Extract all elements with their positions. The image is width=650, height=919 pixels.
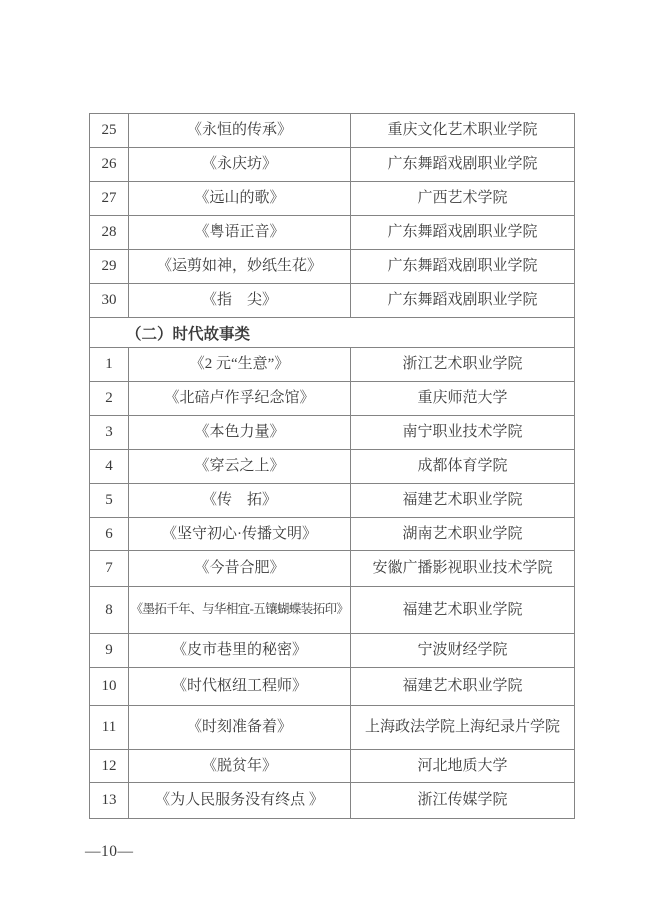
table-row xyxy=(90,483,574,517)
work-title: 《指 尖》 xyxy=(128,284,351,317)
table-row xyxy=(90,249,574,283)
entry-number: 13 xyxy=(101,792,117,809)
entry-number: 11 xyxy=(101,719,117,736)
table-row xyxy=(90,347,574,381)
work-title: 《远山的歌》 xyxy=(128,182,351,215)
table-row xyxy=(90,705,574,749)
work-title: 《时代枢纽工程师》 xyxy=(128,668,351,705)
school-name: 南宁职业技术学院 xyxy=(402,424,523,441)
entry-number: 28 xyxy=(101,224,117,241)
table-row xyxy=(90,181,574,215)
school-name: 重庆师范大学 xyxy=(417,390,508,407)
table-row xyxy=(90,782,574,818)
school-name: 福建艺术职业学院 xyxy=(402,678,523,695)
work-title: 《传 拓》 xyxy=(128,484,351,517)
table-row xyxy=(90,749,574,782)
work-title: 《北碚卢作孚纪念馆》 xyxy=(128,382,351,415)
entry-number: 5 xyxy=(105,492,113,509)
entry-number: 1 xyxy=(105,356,113,373)
entry-number: 30 xyxy=(101,292,117,309)
entry-number: 2 xyxy=(105,390,113,407)
school-name: 广东舞蹈戏剧职业学院 xyxy=(387,224,538,241)
school-name: 浙江艺术职业学院 xyxy=(402,356,523,373)
work-title: 《时刻准备着》 xyxy=(128,706,351,749)
entry-number: 26 xyxy=(101,156,117,173)
school-name: 成都体育学院 xyxy=(417,458,508,475)
entry-number: 8 xyxy=(105,601,113,618)
school-name: 重庆文化艺术职业学院 xyxy=(387,122,538,139)
school-name: 广东舞蹈戏剧职业学院 xyxy=(387,292,538,309)
section-header: （二）时代故事类 xyxy=(90,317,574,347)
table-row xyxy=(90,667,574,705)
entry-number: 6 xyxy=(105,525,113,542)
school-name: 广西艺术学院 xyxy=(417,190,508,207)
entry-number: 27 xyxy=(101,190,117,207)
table-row xyxy=(90,586,574,633)
table-row xyxy=(90,381,574,415)
school-name: 福建艺术职业学院 xyxy=(402,601,523,618)
work-title: 《坚守初心·传播文明》 xyxy=(128,518,351,550)
table-row xyxy=(90,114,574,147)
work-title: 《今昔合肥》 xyxy=(128,551,351,586)
school-name: 广东舞蹈戏剧职业学院 xyxy=(387,258,538,275)
school-name: 宁波财经学院 xyxy=(417,642,508,659)
table-row xyxy=(90,449,574,483)
table-row xyxy=(90,283,574,317)
entry-number: 7 xyxy=(105,560,113,577)
entry-number: 10 xyxy=(101,678,117,695)
work-title: 《脱贫年》 xyxy=(128,750,351,782)
table-row xyxy=(90,633,574,667)
entry-number: 25 xyxy=(101,122,117,139)
table-row xyxy=(90,550,574,586)
page-number: —10— xyxy=(85,843,134,860)
school-name: 上海政法学院上海纪录片学院 xyxy=(364,719,560,736)
work-title: 《为人民服务没有终点 》 xyxy=(128,783,351,818)
entry-number: 9 xyxy=(105,642,113,659)
school-name: 浙江传媒学院 xyxy=(417,792,508,809)
school-name: 福建艺术职业学院 xyxy=(402,492,523,509)
work-title: 《墨拓千年、与华相宜-五镶蝴蝶装拓印》 xyxy=(128,587,351,633)
table-row xyxy=(90,215,574,249)
school-name: 安徽广播影视职业技术学院 xyxy=(372,560,553,577)
work-title: 《运剪如神，妙纸生花》 xyxy=(128,250,351,283)
school-name: 河北地质大学 xyxy=(417,757,508,774)
work-title: 《2 元“生意”》 xyxy=(128,348,351,381)
results-table xyxy=(89,113,575,819)
work-title: 《永庆坊》 xyxy=(128,148,351,181)
entry-number: 4 xyxy=(105,458,113,475)
work-title: 《永恒的传承》 xyxy=(128,114,351,147)
table-row xyxy=(90,517,574,550)
school-name: 湖南艺术职业学院 xyxy=(402,525,523,542)
school-name: 广东舞蹈戏剧职业学院 xyxy=(387,156,538,173)
work-title: 《皮市巷里的秘密》 xyxy=(128,634,351,667)
table-row xyxy=(90,147,574,181)
entry-number: 29 xyxy=(101,258,117,275)
entry-number: 3 xyxy=(105,424,113,441)
entry-number: 12 xyxy=(101,757,117,774)
table-row xyxy=(90,415,574,449)
work-title: 《穿云之上》 xyxy=(128,450,351,483)
work-title: 《本色力量》 xyxy=(128,416,351,449)
work-title: 《粤语正音》 xyxy=(128,216,351,249)
